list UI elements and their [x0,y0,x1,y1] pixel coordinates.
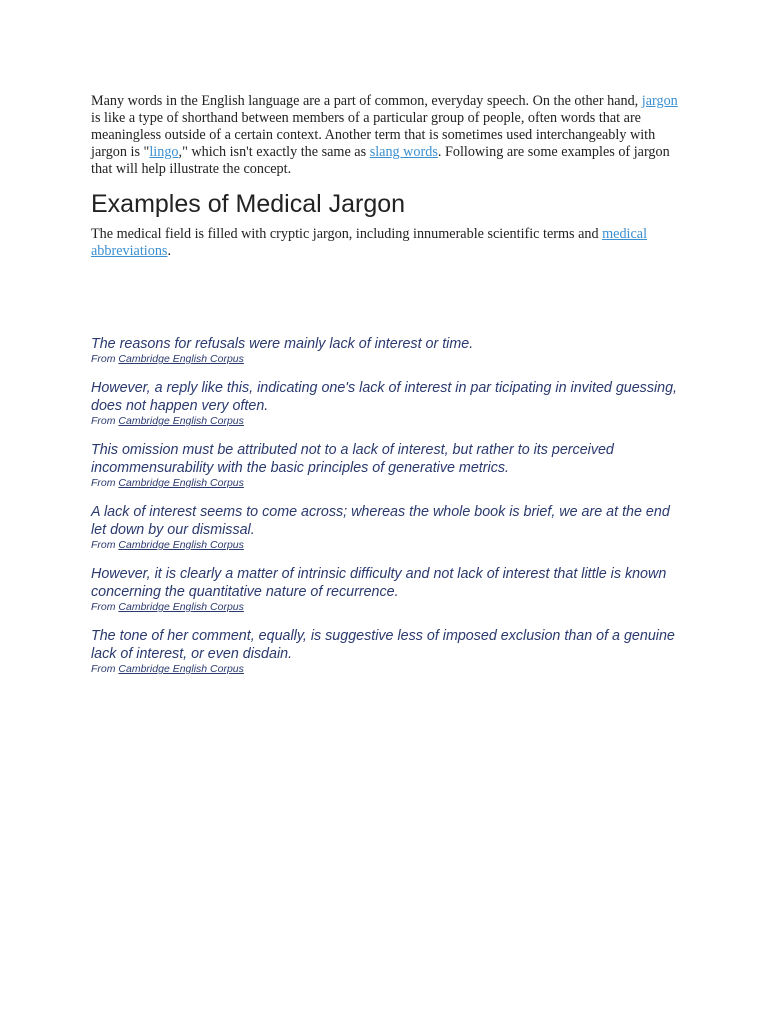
example-item [91,503,681,552]
example-quote: The reasons for refusals were mainly lack of interest or time. [91,336,474,352]
example-item [91,379,681,428]
source-link[interactable]: Cambridge English Corpus [118,477,244,489]
slang-words-link[interactable]: slang words [369,144,438,160]
example-quote: The tone of her comment, equally, is suggestive less of imposed exclusion than of a genuine lack of interest, or even disdain. [91,628,675,662]
example-source-line [91,415,681,428]
example-item [91,335,681,366]
intro-text-4: . Following are some examples of jargon that will help illustrate the concept. [91,144,670,177]
jargon-link[interactable]: jargon [641,93,678,109]
example-source-line [91,539,681,552]
example-source-line [91,601,681,614]
example-sentences-list [91,335,681,676]
from-label: From [91,663,116,675]
example-item [91,441,681,490]
intro-paragraph [91,93,681,178]
source-link[interactable]: Cambridge English Corpus [118,539,244,551]
lead-text: The medical field is filled with cryptic jargon, including innumerable scientific terms and [91,226,603,242]
from-label: From [91,477,116,489]
example-quote: However, it is clearly a matter of intrinsic difficulty and not lack of interest that little is known concerning the quantitative nature of recurrence. [91,566,667,600]
section-lead-paragraph [91,226,681,260]
example-quote: This omission must be attributed not to a lack of interest, but rather to its perceived incommensurability with the basic principles of generative metrics. [91,442,614,476]
from-label: From [91,601,116,613]
example-item [91,565,681,614]
example-quote: A lack of interest seems to come across; whereas the whole book is brief, we are at the end let down by our dismissal. [91,504,670,538]
example-source-line [91,477,681,490]
section-heading: Examples of Medical Jargon [91,190,406,218]
lingo-link[interactable]: lingo [149,144,179,160]
intro-text-2: is like a type of shorthand between members of a particular group of people, often words that are meaningless outside of a certain context. Another term that is sometimes used interchangeably with jargon is " [91,110,656,160]
example-source-line [91,353,681,366]
from-label: From [91,415,116,427]
source-link[interactable]: Cambridge English Corpus [118,415,244,427]
intro-text-3: ," which isn't exactly the same as [178,144,370,160]
lead-end: . [167,243,171,259]
from-label: From [91,539,116,551]
intro-text-1: Many words in the English language are a part of common, everyday speech. On the other hand, [91,93,642,109]
source-link[interactable]: Cambridge English Corpus [118,663,244,675]
article [91,93,681,689]
source-link[interactable]: Cambridge English Corpus [118,353,244,365]
example-item [91,627,681,676]
source-link[interactable]: Cambridge English Corpus [118,601,244,613]
medical-abbreviations-link[interactable]: medical abbreviations [91,226,648,259]
from-label: From [91,353,116,365]
example-source-line [91,663,681,676]
example-quote: However, a reply like this, indicating one's lack of interest in par ticipating in invited guessing, does not happen very often. [91,380,678,414]
